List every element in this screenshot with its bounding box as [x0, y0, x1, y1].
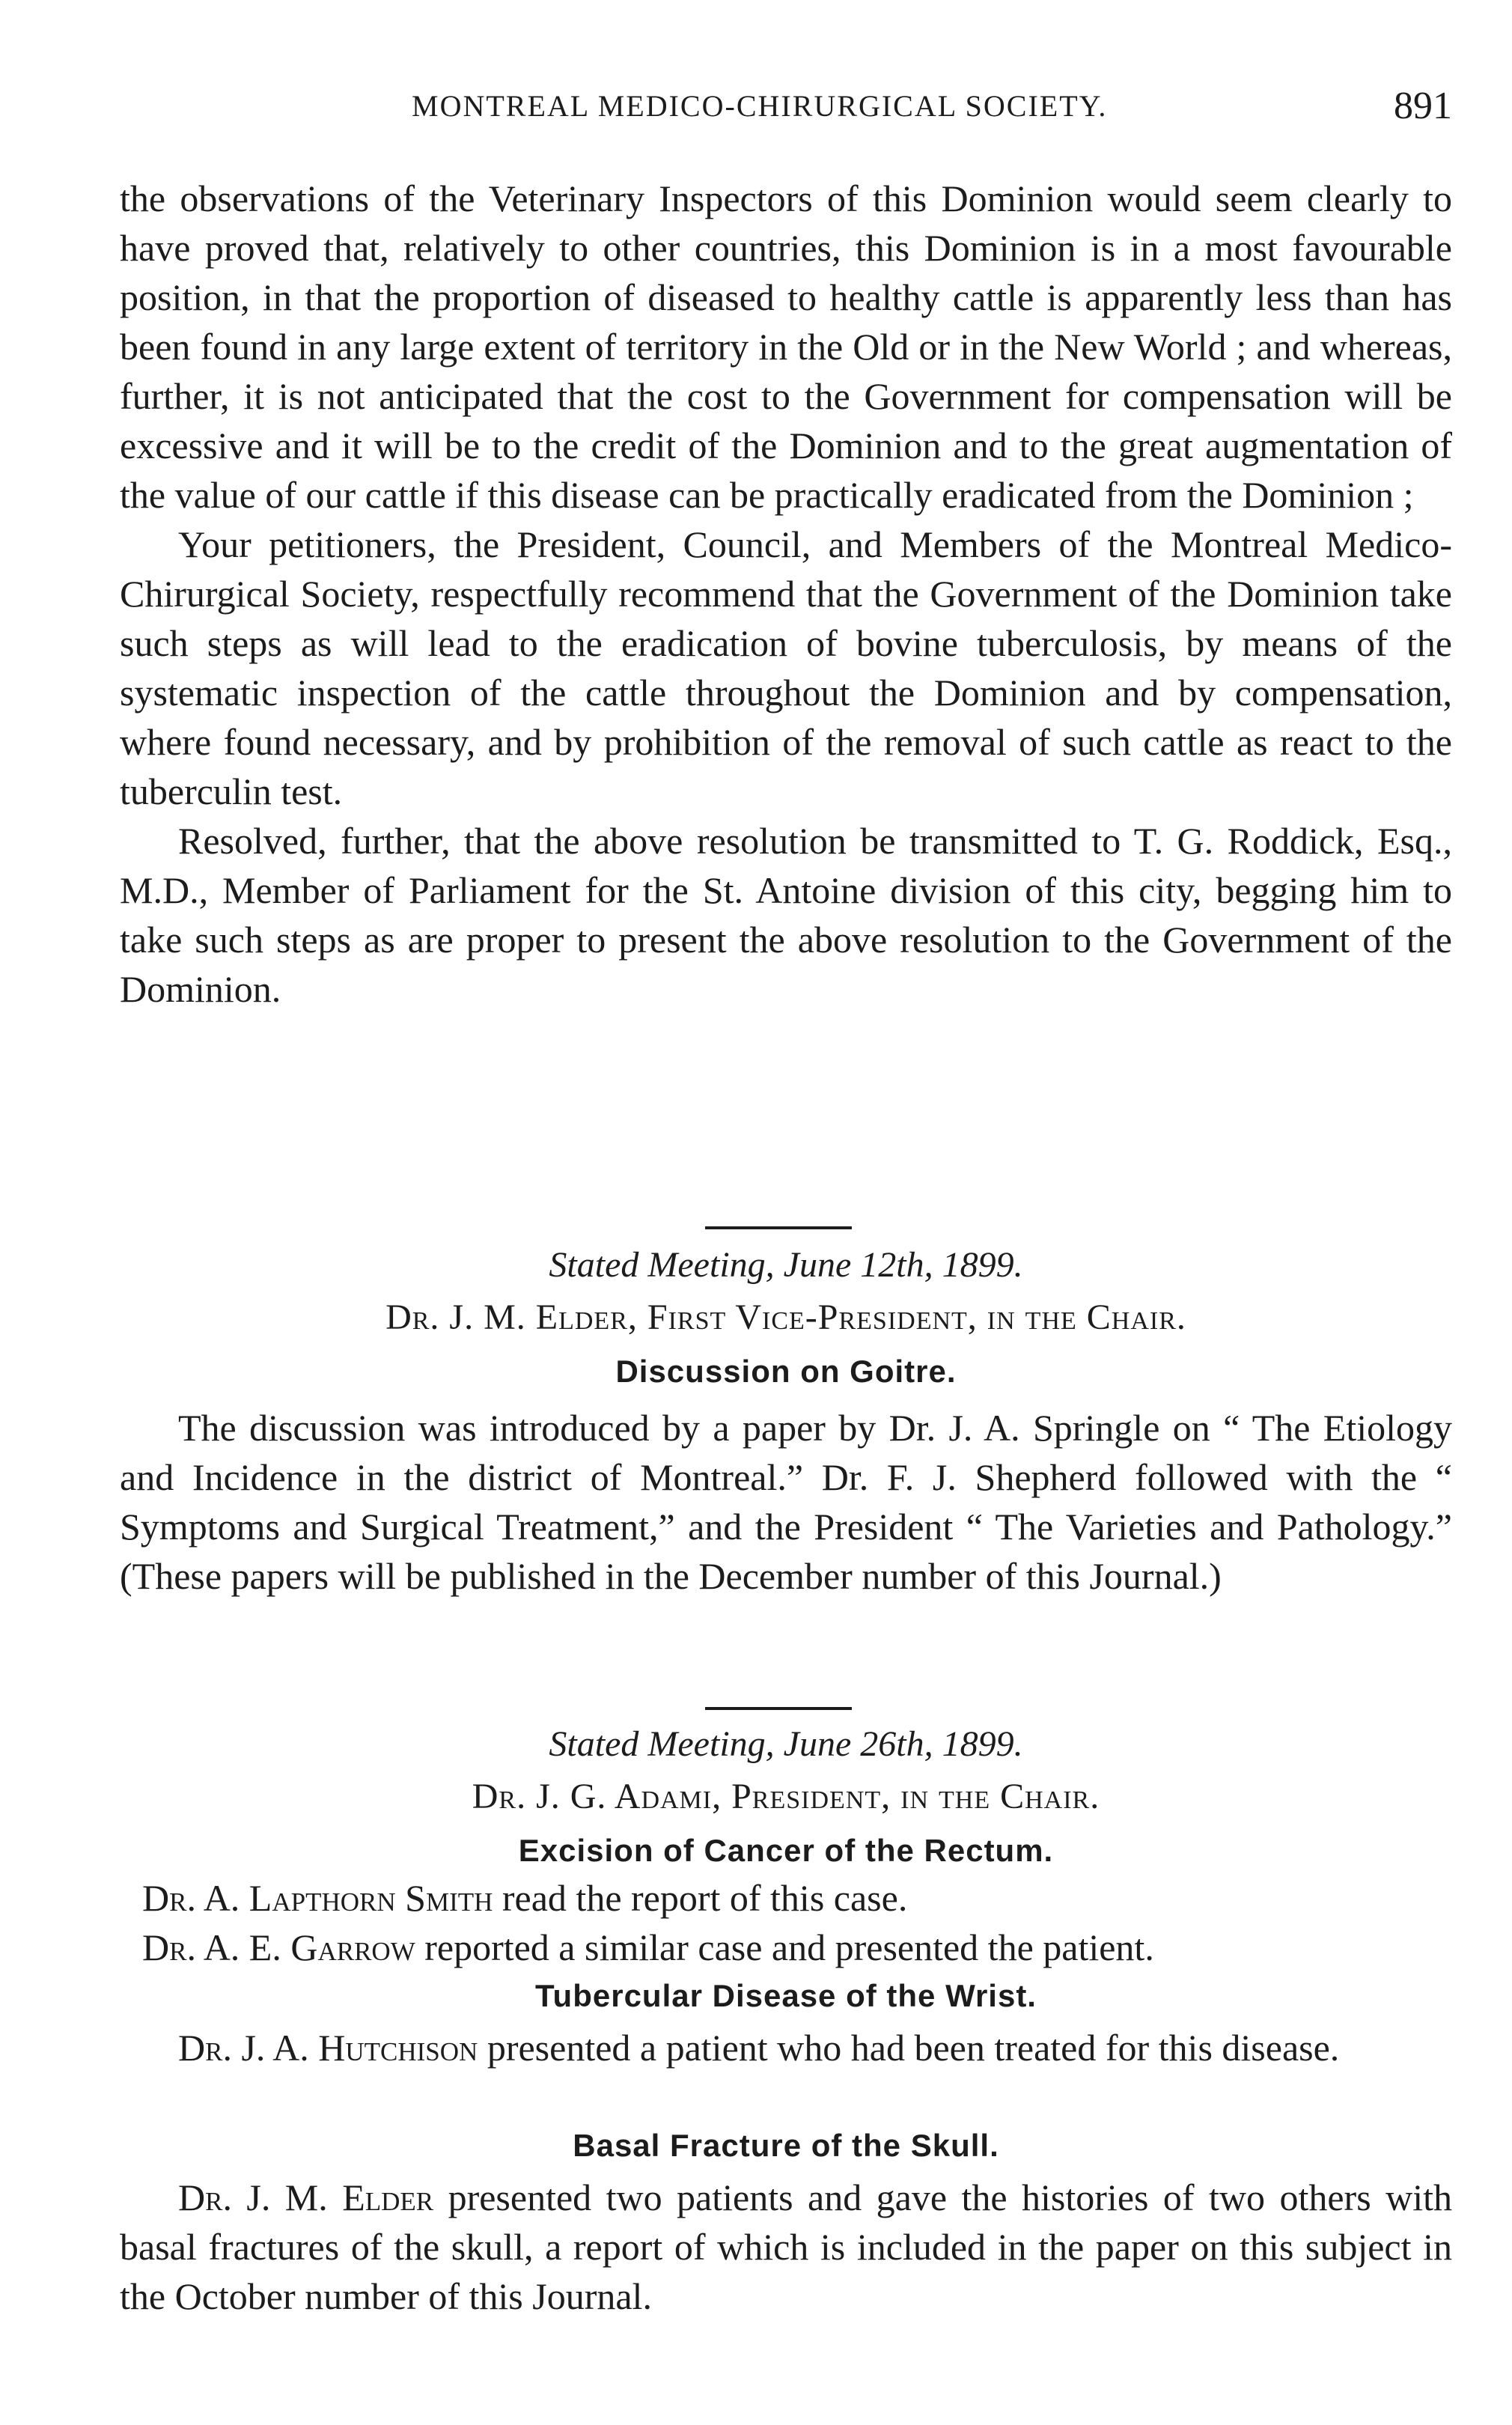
section-divider [705, 1226, 852, 1229]
person-name: Dr. A. E. Garrow [142, 1926, 415, 1968]
hutchison-text [120, 2023, 1452, 2072]
meeting-title-june-26: Stated Meeting, June 26th, 1899. [549, 1724, 1023, 1764]
heading-skull-fracture: Basal Fracture of the Skull. [573, 2128, 999, 2163]
person-name: Dr. A. Lapthorn Smith [142, 1877, 493, 1919]
goitre-discussion [120, 1403, 1452, 1601]
paragraph-text: presented two patients and gave the histories of two others with basal fractures of the skull, a report of which is included in the paper on this subject in the October number of this Journal. [120, 2176, 1452, 2317]
petition-paragraph-2: Your petitioners, the President, Council, and Members of the Montreal Medico-Chirurgical Society, respectfully recommend that the Government of the Dominion take such steps as will lead to the eradication of bovine tuberculosis, by means of the systematic inspection of the cattle throughout the Dominion and by compensation, where found necessary, and by prohibition of the removal of such cattle as react to the tuberculin test. [120, 523, 1452, 812]
resolution-paragraph: Resolved, further, that the above resolution be transmitted to T. G. Roddick, Esq., M.D., Member of Parliament for the St. Antoine division of this city, begging him to take such steps as are proper to present the above resolution to the Government of the Dominion. [120, 820, 1452, 1010]
hutchison-paragraph [120, 2023, 1452, 2072]
goitre-paragraph: The discussion was introduced by a paper by Dr. J. A. Springle on “ The Etiology and Incidence in the district of Montreal.” Dr. F. J. Shepherd followed with the “ Symptoms and Surgical Treatment,” and the President “ The Varieties and Pathology.” (These papers will be published in the December number of this Journal.) [120, 1407, 1452, 1597]
line-text: read the report of this case. [493, 1877, 908, 1919]
heading-wrist-disease: Tubercular Disease of the Wrist. [535, 1978, 1037, 2013]
garrow-report-line [142, 1926, 1475, 1969]
line-text: reported a similar case and presented the patient. [415, 1926, 1154, 1968]
person-name: Dr. J. M. Elder [178, 2176, 434, 2218]
heading-goitre: Discussion on Goitre. [615, 1354, 957, 1389]
smith-report-line [142, 1876, 1475, 1920]
petition-text [120, 174, 1452, 1014]
chair-line-june-12: Dr. J. M. Elder, First Vice-President, in the Chair. [385, 1297, 1186, 1337]
section-divider [705, 1707, 852, 1710]
elder-paragraph [120, 2173, 1452, 2321]
chair-line-june-26: Dr. J. G. Adami, President, in the Chair. [472, 1777, 1100, 1816]
heading-rectum-cancer: Excision of Cancer of the Rectum. [518, 1833, 1054, 1868]
elder-text [120, 2173, 1452, 2321]
meeting-title-june-12: Stated Meeting, June 12th, 1899. [549, 1245, 1023, 1285]
running-title: MONTREAL MEDICO-CHIRURGICAL SOCIETY. [412, 89, 1108, 123]
page-number: 891 [1394, 85, 1452, 127]
petition-paragraph-1: the observations of the Veterinary Inspectors of this Dominion would seem clearly to have proved that, relatively to other countries, this Dominion is in a most favourable position, in that the proportion of diseased to healthy cattle is apparently less than has been found in any large extent of territory in the Old or in the New World ; and whereas, further, it is not anticipated that the cost to the Government for compensation will be excessive and it will be to the credit of the Dominion and to the great augmentation of the value of our cattle if this disease can be practically eradicated from the Dominion ; [120, 177, 1452, 516]
person-name: Dr. J. A. Hutchison [178, 2027, 478, 2069]
running-head [120, 85, 1452, 133]
paragraph-text: presented a patient who had been treated for this disease. [478, 2027, 1340, 2069]
